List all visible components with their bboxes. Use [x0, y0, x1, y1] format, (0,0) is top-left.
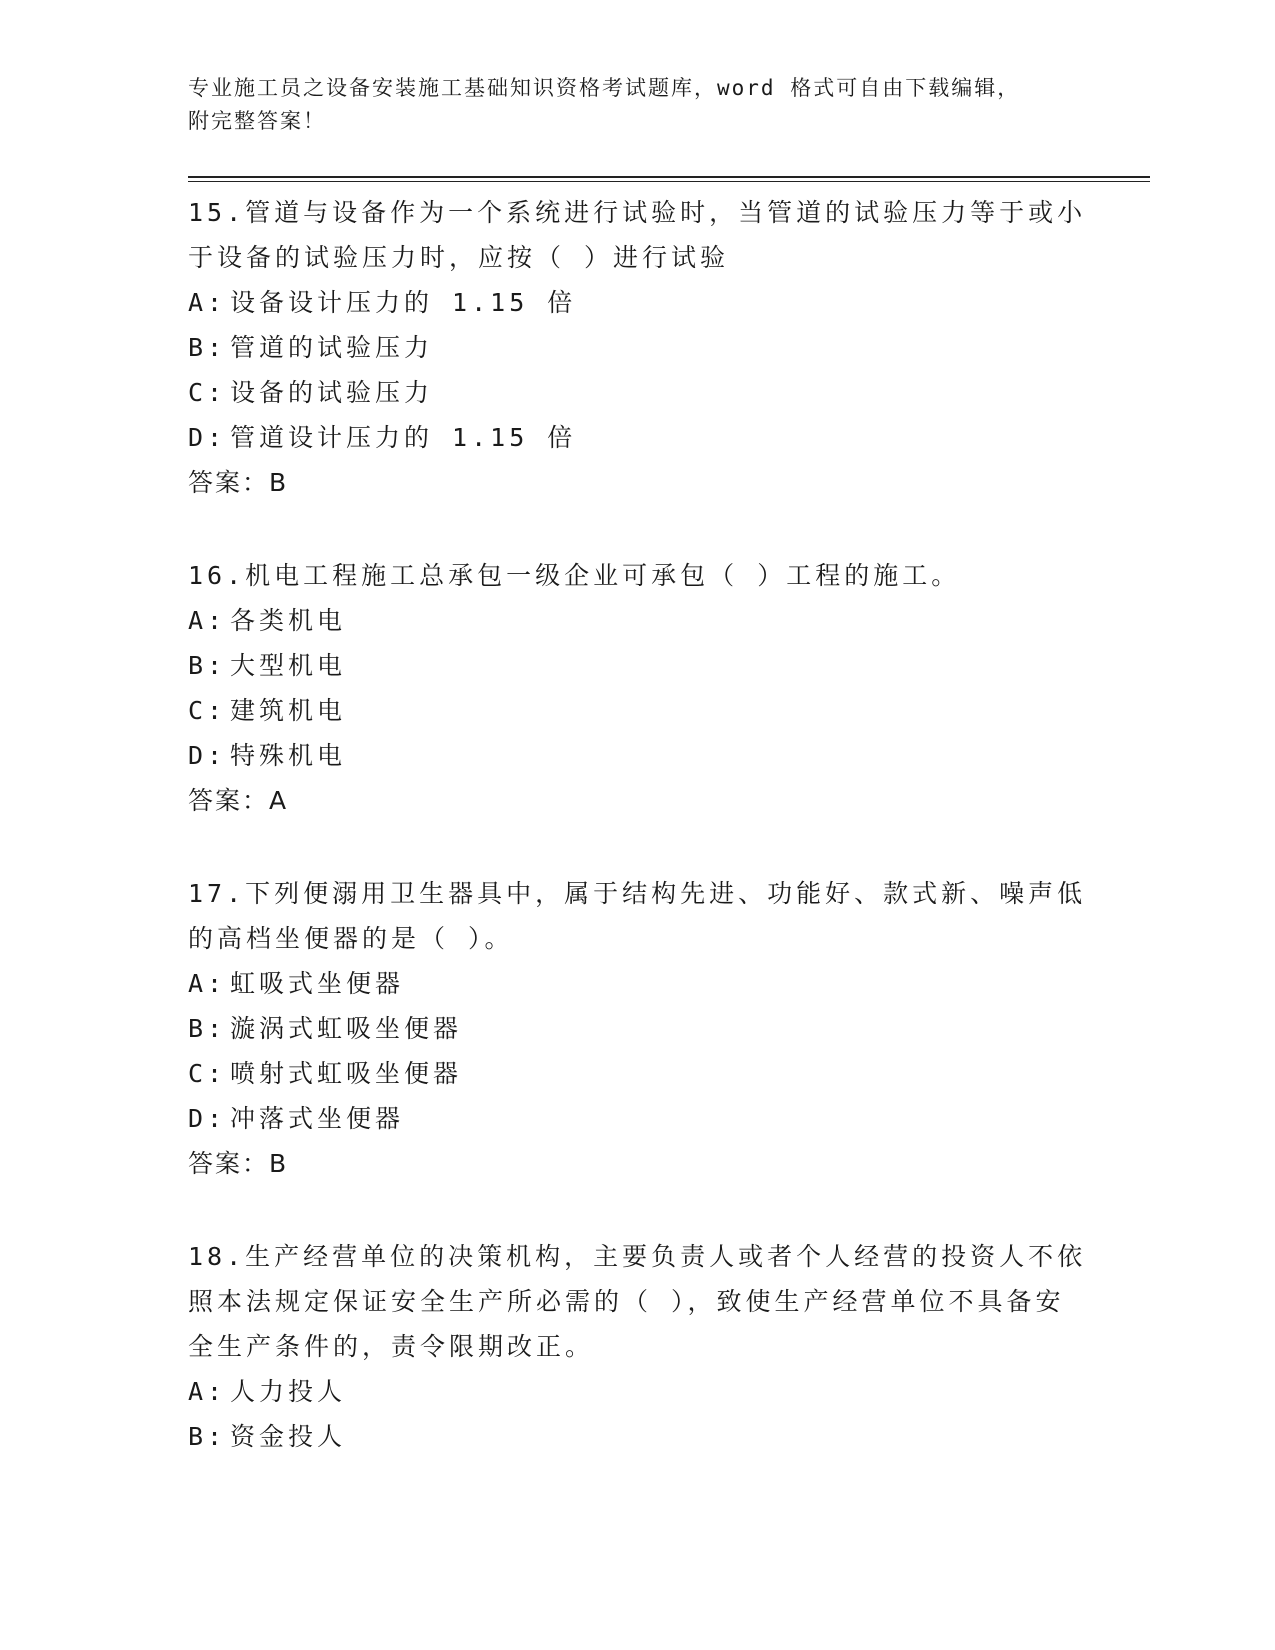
option-a [188, 961, 1088, 1006]
option-letter: A: [188, 1377, 227, 1406]
option-d [188, 733, 1088, 778]
option-letter: D: [188, 1104, 227, 1133]
option-letter: A: [188, 288, 227, 317]
header-line-2: 附完整答案！ [188, 109, 326, 133]
option-a [188, 598, 1088, 643]
option-text: 管道设计压力的 1.15 倍 [230, 423, 577, 452]
option-text: 管道的试验压力 [230, 333, 434, 362]
option-letter: C: [188, 696, 227, 725]
option-letter: D: [188, 741, 227, 770]
option-text: 设备的试验压力 [230, 378, 434, 407]
answer-line: 答案：B [188, 468, 289, 497]
question-15 [188, 188, 1088, 505]
option-letter: C: [188, 378, 227, 407]
option-letter: B: [188, 333, 227, 362]
option-c [188, 688, 1088, 733]
option-a [188, 1369, 1088, 1414]
option-letter: A: [188, 606, 227, 635]
header-line-1: 专业施工员之设备安装施工基础知识资格考试题库，word 格式可自由下载编辑， [188, 76, 1021, 100]
option-d [188, 415, 1088, 460]
option-letter: D: [188, 423, 227, 452]
option-text: 冲落式坐便器 [230, 1104, 405, 1133]
question-list [188, 188, 1088, 1459]
option-text: 虹吸式坐便器 [230, 969, 405, 998]
option-letter: B: [188, 651, 227, 680]
option-b [188, 1414, 1088, 1459]
option-letter: C: [188, 1059, 227, 1088]
header-divider-thin [188, 181, 1150, 182]
question-stem: 17.下列便溺用卫生器具中，属于结构先进、功能好、款式新、噪声低的高档坐便器的是（ ）。 [188, 879, 1087, 953]
option-letter: B: [188, 1422, 227, 1451]
document-header [188, 72, 1068, 138]
question-18 [188, 1232, 1088, 1459]
question-17 [188, 869, 1088, 1186]
question-16 [188, 551, 1088, 823]
answer-line: 答案：A [188, 786, 289, 815]
header-divider-thick [188, 176, 1150, 178]
option-d [188, 1096, 1088, 1141]
question-stem: 15.管道与设备作为一个系统进行试验时，当管道的试验压力等于或小于设备的试验压力时，应按（ ）进行试验 [188, 198, 1087, 272]
option-letter: B: [188, 1014, 227, 1043]
question-spacer [188, 1186, 1088, 1232]
answer-line: 答案：B [188, 1149, 289, 1178]
option-text: 人力投人 [230, 1377, 347, 1406]
option-letter: A: [188, 969, 227, 998]
option-text: 建筑机电 [230, 696, 347, 725]
option-text: 特殊机电 [230, 741, 347, 770]
option-c [188, 1051, 1088, 1096]
option-a [188, 280, 1088, 325]
question-spacer [188, 823, 1088, 869]
option-b [188, 325, 1088, 370]
option-text: 设备设计压力的 1.15 倍 [230, 288, 577, 317]
option-b [188, 1006, 1088, 1051]
option-text: 漩涡式虹吸坐便器 [230, 1014, 463, 1043]
question-stem: 18.生产经营单位的决策机构，主要负责人或者个人经营的投资人不依照本法规定保证安全生产所必需的（ ），致使生产经营单位不具备安全生产条件的，责令限期改正。 [188, 1242, 1087, 1361]
option-text: 资金投人 [230, 1422, 347, 1451]
option-text: 各类机电 [230, 606, 347, 635]
question-spacer [188, 505, 1088, 551]
option-text: 喷射式虹吸坐便器 [230, 1059, 463, 1088]
option-c [188, 370, 1088, 415]
option-text: 大型机电 [230, 651, 347, 680]
option-b [188, 643, 1088, 688]
question-stem: 16.机电工程施工总承包一级企业可承包（ ）工程的施工。 [188, 561, 961, 590]
